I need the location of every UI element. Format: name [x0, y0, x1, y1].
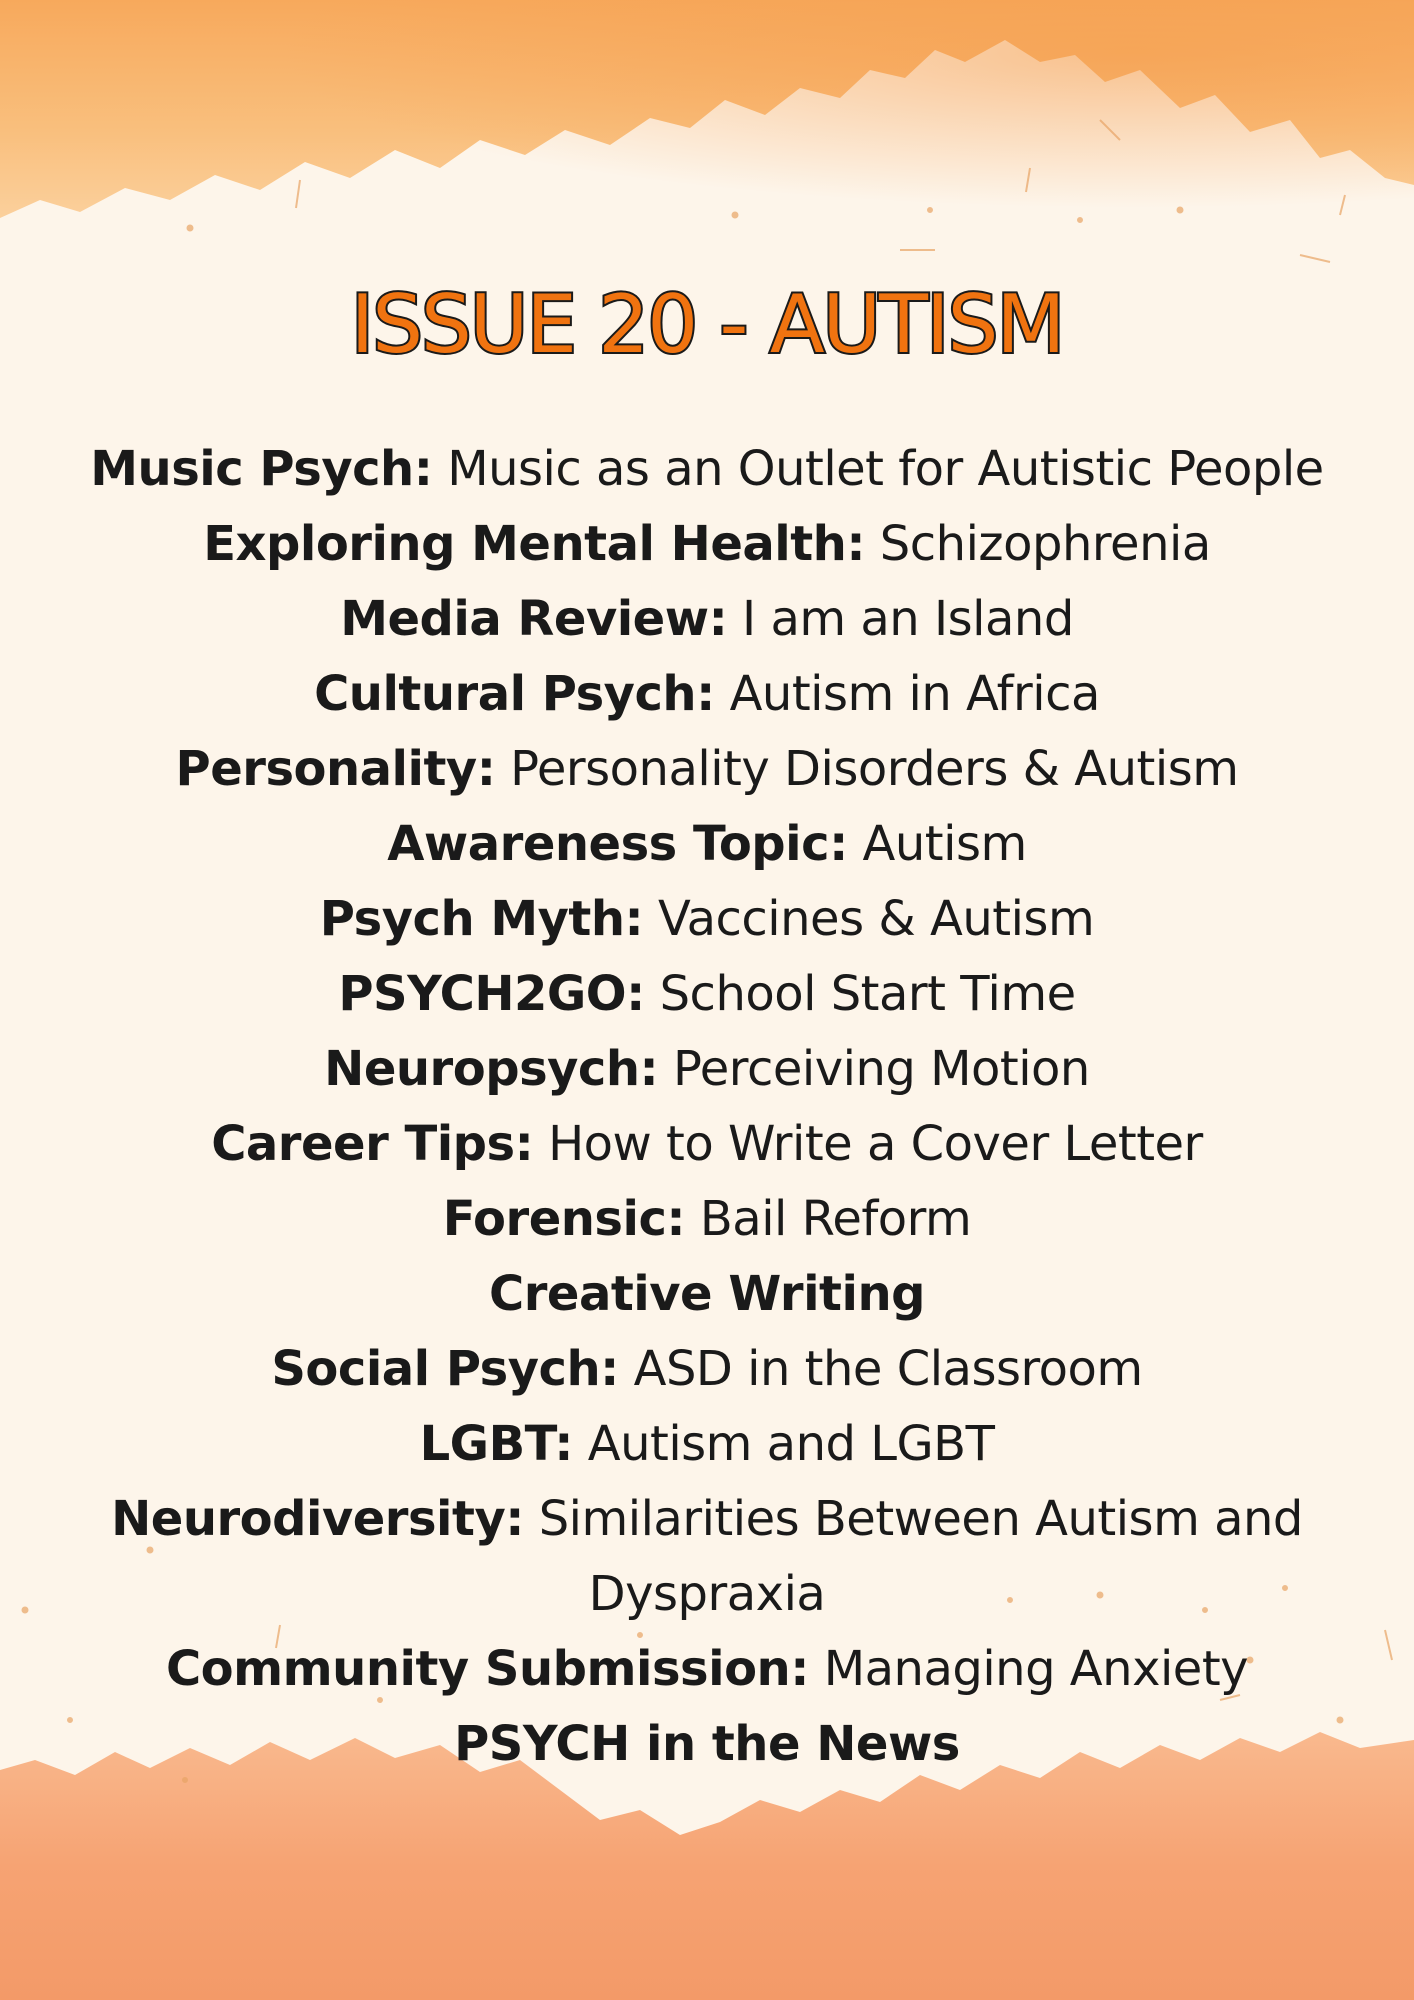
- list-item: [20, 1182, 1394, 1257]
- section-topic: ASD in the Classroom: [633, 1341, 1143, 1397]
- contents-list: [20, 432, 1394, 1782]
- list-item: [20, 882, 1394, 957]
- section-topic: Music as an Outlet for Autistic People: [447, 441, 1324, 497]
- list-item: [20, 432, 1394, 507]
- section-category: Forensic:: [442, 1191, 686, 1247]
- section-category: Neurodiversity:: [111, 1491, 524, 1547]
- section-category: Awareness Topic:: [387, 816, 848, 872]
- section-topic: I am an Island: [742, 591, 1074, 647]
- section-category: Music Psych:: [90, 441, 433, 497]
- section-topic: Autism in Africa: [729, 666, 1100, 722]
- list-item: [20, 1407, 1394, 1482]
- section-category: Community Submission:: [165, 1641, 809, 1697]
- list-item: [20, 1707, 1394, 1782]
- section-category: PSYCH2GO:: [338, 966, 645, 1022]
- list-item: [20, 1257, 1394, 1332]
- section-topic: Autism and LGBT: [587, 1416, 995, 1472]
- section-topic: Bail Reform: [699, 1191, 972, 1247]
- section-category: Psych Myth:: [319, 891, 644, 947]
- section-topic: Schizophrenia: [879, 516, 1211, 572]
- issue-title: ISSUE 20 - AUTISM: [350, 278, 1064, 371]
- section-topic: Managing Anxiety: [823, 1641, 1249, 1697]
- list-item: [20, 957, 1394, 1032]
- list-item: [20, 507, 1394, 582]
- section-category: Career Tips:: [211, 1116, 534, 1172]
- section-topic: School Start Time: [659, 966, 1076, 1022]
- list-item: [20, 582, 1394, 657]
- section-category: Creative Writing: [489, 1266, 925, 1322]
- section-category: Exploring Mental Health:: [203, 516, 866, 572]
- section-topic: Similarities Between Autism and Dyspraxia: [538, 1491, 1303, 1622]
- section-topic: Perceiving Motion: [673, 1041, 1090, 1097]
- section-topic: Personality Disorders & Autism: [510, 741, 1239, 797]
- list-item: [20, 1032, 1394, 1107]
- list-item: [20, 657, 1394, 732]
- section-topic: Autism: [862, 816, 1027, 872]
- list-item: [20, 732, 1394, 807]
- list-item: [20, 807, 1394, 882]
- section-category: Media Review:: [340, 591, 728, 647]
- list-item: [20, 1332, 1394, 1407]
- section-category: Personality:: [175, 741, 496, 797]
- section-category: PSYCH in the News: [454, 1716, 960, 1772]
- section-category: Neuropsych:: [324, 1041, 659, 1097]
- section-topic: How to Write a Cover Letter: [548, 1116, 1203, 1172]
- list-item: [20, 1632, 1394, 1707]
- list-item: [20, 1107, 1394, 1182]
- section-category: LGBT:: [419, 1416, 573, 1472]
- section-topic: Vaccines & Autism: [657, 891, 1095, 947]
- section-category: Cultural Psych:: [314, 666, 715, 722]
- list-item: [20, 1482, 1394, 1632]
- section-category: Social Psych:: [271, 1341, 619, 1397]
